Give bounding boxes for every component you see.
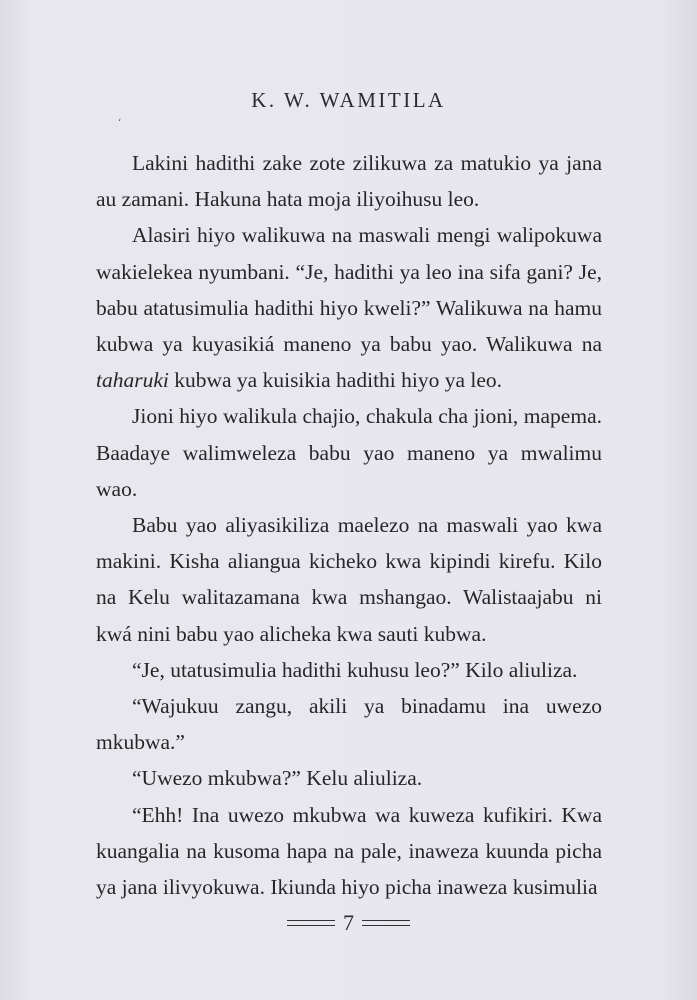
paragraph-8: “Ehh! Ina uwezo mkubwa wa kuweza kufikiri. Kwa kuangalia na kusoma hapa na pale, inaweza kuunda picha ya jana ilivyokuwa. Ikiunda hiyo picha inaweza kusimulia: [96, 802, 602, 900]
paragraph-6: “Wajukuu zangu, akili ya binadamu ina uwezo mkubwa.”: [96, 694, 602, 755]
footer-rule-right: [362, 920, 410, 926]
running-header: K. W. WAMITILA: [251, 88, 446, 112]
body-text: [96, 145, 602, 905]
page-footer: [0, 910, 697, 936]
paragraph-2: Alasiri hiyo walikuwa na maswali mengi walipokuwa wakielekea nyumbani. “Je, hadithi ya leo ina sifa gani? Je, babu atatusimulia hadithi hiyo kweli?” Walikuwa na hamu kubwa ya kuyasikiá maneno ya babu yao. Walikuwa na taharuki kubwa ya kuisikia hadithi hiyo ya leo.: [96, 223, 602, 393]
footer-rule-left: [287, 920, 335, 926]
page-number: 7: [343, 910, 354, 935]
italic-word: taharuki: [96, 368, 169, 393]
paragraph-7: “Uwezo mkubwa?” Kelu aliuliza.: [132, 766, 423, 791]
paragraph-3: Jioni hiyo walikula chajio, chakula cha jioni, mapema. Baadaye walimweleza babu yao maneno ya mwalimu wao.: [96, 404, 602, 501]
paragraph-4: Babu yao aliyasikiliza maelezo na maswali yao kwa makini. Kisha aliangua kicheko kwa kipindi kirefu. Kilo na Kelu walitazamana kwa mshangao. Walistaajabu ni kwá nini babu yao alicheka kwa sauti kubwa.: [96, 513, 602, 646]
stray-mark: ʻ: [118, 118, 122, 129]
paragraph-5: “Je, utatusimulia hadithi kuhusu leo?” Kilo aliuliza.: [132, 657, 578, 682]
paragraph-1: Lakini hadithi zake zote zilikuwa za matukio ya jana au zamani. Hakuna hata moja iliyoihusu leo.: [96, 151, 602, 212]
